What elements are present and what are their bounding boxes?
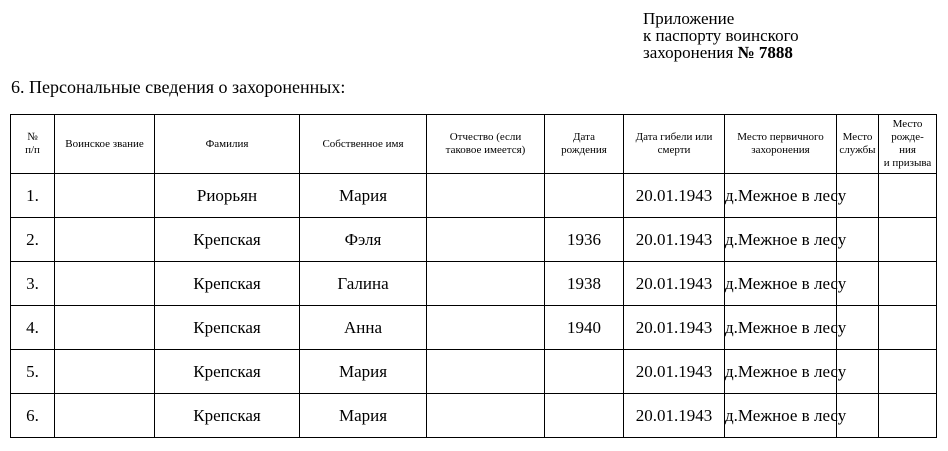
cell-burial-place: д.Межное в лесу [725,218,837,262]
cell-surname: Крепская [155,306,300,350]
cell-surname: Крепская [155,350,300,394]
cell-first-name: Галина [300,262,427,306]
header-number: № п/п [11,115,55,174]
cell-burial-place: д.Межное в лесу [725,174,837,218]
cell-origin-place [879,350,937,394]
cell-birth-date: 1938 [545,262,624,306]
cell-surname: Крепская [155,262,300,306]
cell-death-date: 20.01.1943 [624,174,725,218]
cell-patronymic [427,262,545,306]
cell-first-name: Мария [300,394,427,438]
cell-origin-place [879,262,937,306]
appendix-line-3-prefix: захоронения [643,43,734,62]
header-death-date: Дата гибели или смерти [624,115,725,174]
cell-birth-date [545,350,624,394]
cell-birth-date: 1936 [545,218,624,262]
cell-death-date: 20.01.1943 [624,262,725,306]
header-first-name: Собственное имя [300,115,427,174]
cell-surname: Крепская [155,218,300,262]
header-service-place: Место службы [837,115,879,174]
cell-origin-place [879,306,937,350]
cell-first-name: Мария [300,350,427,394]
cell-burial-place: д.Межное в лесу [725,350,837,394]
cell-patronymic [427,350,545,394]
cell-death-date: 20.01.1943 [624,218,725,262]
section-title: 6. Персональные сведения о захороненных: [11,77,346,97]
cell-number: 3. [11,262,55,306]
cell-death-date: 20.01.1943 [624,394,725,438]
cell-number: 1. [11,174,55,218]
number-sign: № [737,43,755,62]
cell-burial-place: д.Межное в лесу [725,394,837,438]
cell-number: 5. [11,350,55,394]
cell-burial-place: д.Межное в лесу [725,306,837,350]
cell-birth-date [545,394,624,438]
cell-number: 2. [11,218,55,262]
table-row [11,350,937,394]
cell-birth-date: 1940 [545,306,624,350]
cell-patronymic [427,218,545,262]
cell-rank [55,350,155,394]
cell-patronymic [427,174,545,218]
cell-origin-place [879,218,937,262]
cell-patronymic [427,306,545,350]
cell-origin-place [879,394,937,438]
table-row [11,262,937,306]
cell-first-name: Фэля [300,218,427,262]
cell-burial-place: д.Межное в лесу [725,262,837,306]
table-header-row [11,115,937,174]
cell-number: 4. [11,306,55,350]
appendix-line-2: к паспорту воинского [643,26,799,45]
personal-records-table [10,114,937,438]
appendix-heading [643,10,799,61]
table-row [11,306,937,350]
appendix-line-3 [643,44,799,61]
header-patronymic: Отчество (если таковое имеется) [427,115,545,174]
cell-patronymic [427,394,545,438]
table-row [11,174,937,218]
burial-number: 7888 [758,43,793,62]
header-rank: Воинское звание [55,115,155,174]
cell-rank [55,306,155,350]
cell-birth-date [545,174,624,218]
header-origin-place: Место рожде- ния и призыва [879,115,937,174]
cell-surname: Крепская [155,394,300,438]
appendix-line-1: Приложение [643,9,735,28]
header-burial-place: Место первичного захоронения [725,115,837,174]
cell-rank [55,218,155,262]
table-row [11,218,937,262]
cell-death-date: 20.01.1943 [624,350,725,394]
cell-rank [55,262,155,306]
header-surname: Фамилия [155,115,300,174]
cell-origin-place [879,174,937,218]
cell-first-name: Анна [300,306,427,350]
cell-rank [55,174,155,218]
cell-first-name: Мария [300,174,427,218]
cell-death-date: 20.01.1943 [624,306,725,350]
table-row [11,394,937,438]
cell-rank [55,394,155,438]
header-birth-date: Дата рождения [545,115,624,174]
cell-surname: Риорьян [155,174,300,218]
cell-number: 6. [11,394,55,438]
